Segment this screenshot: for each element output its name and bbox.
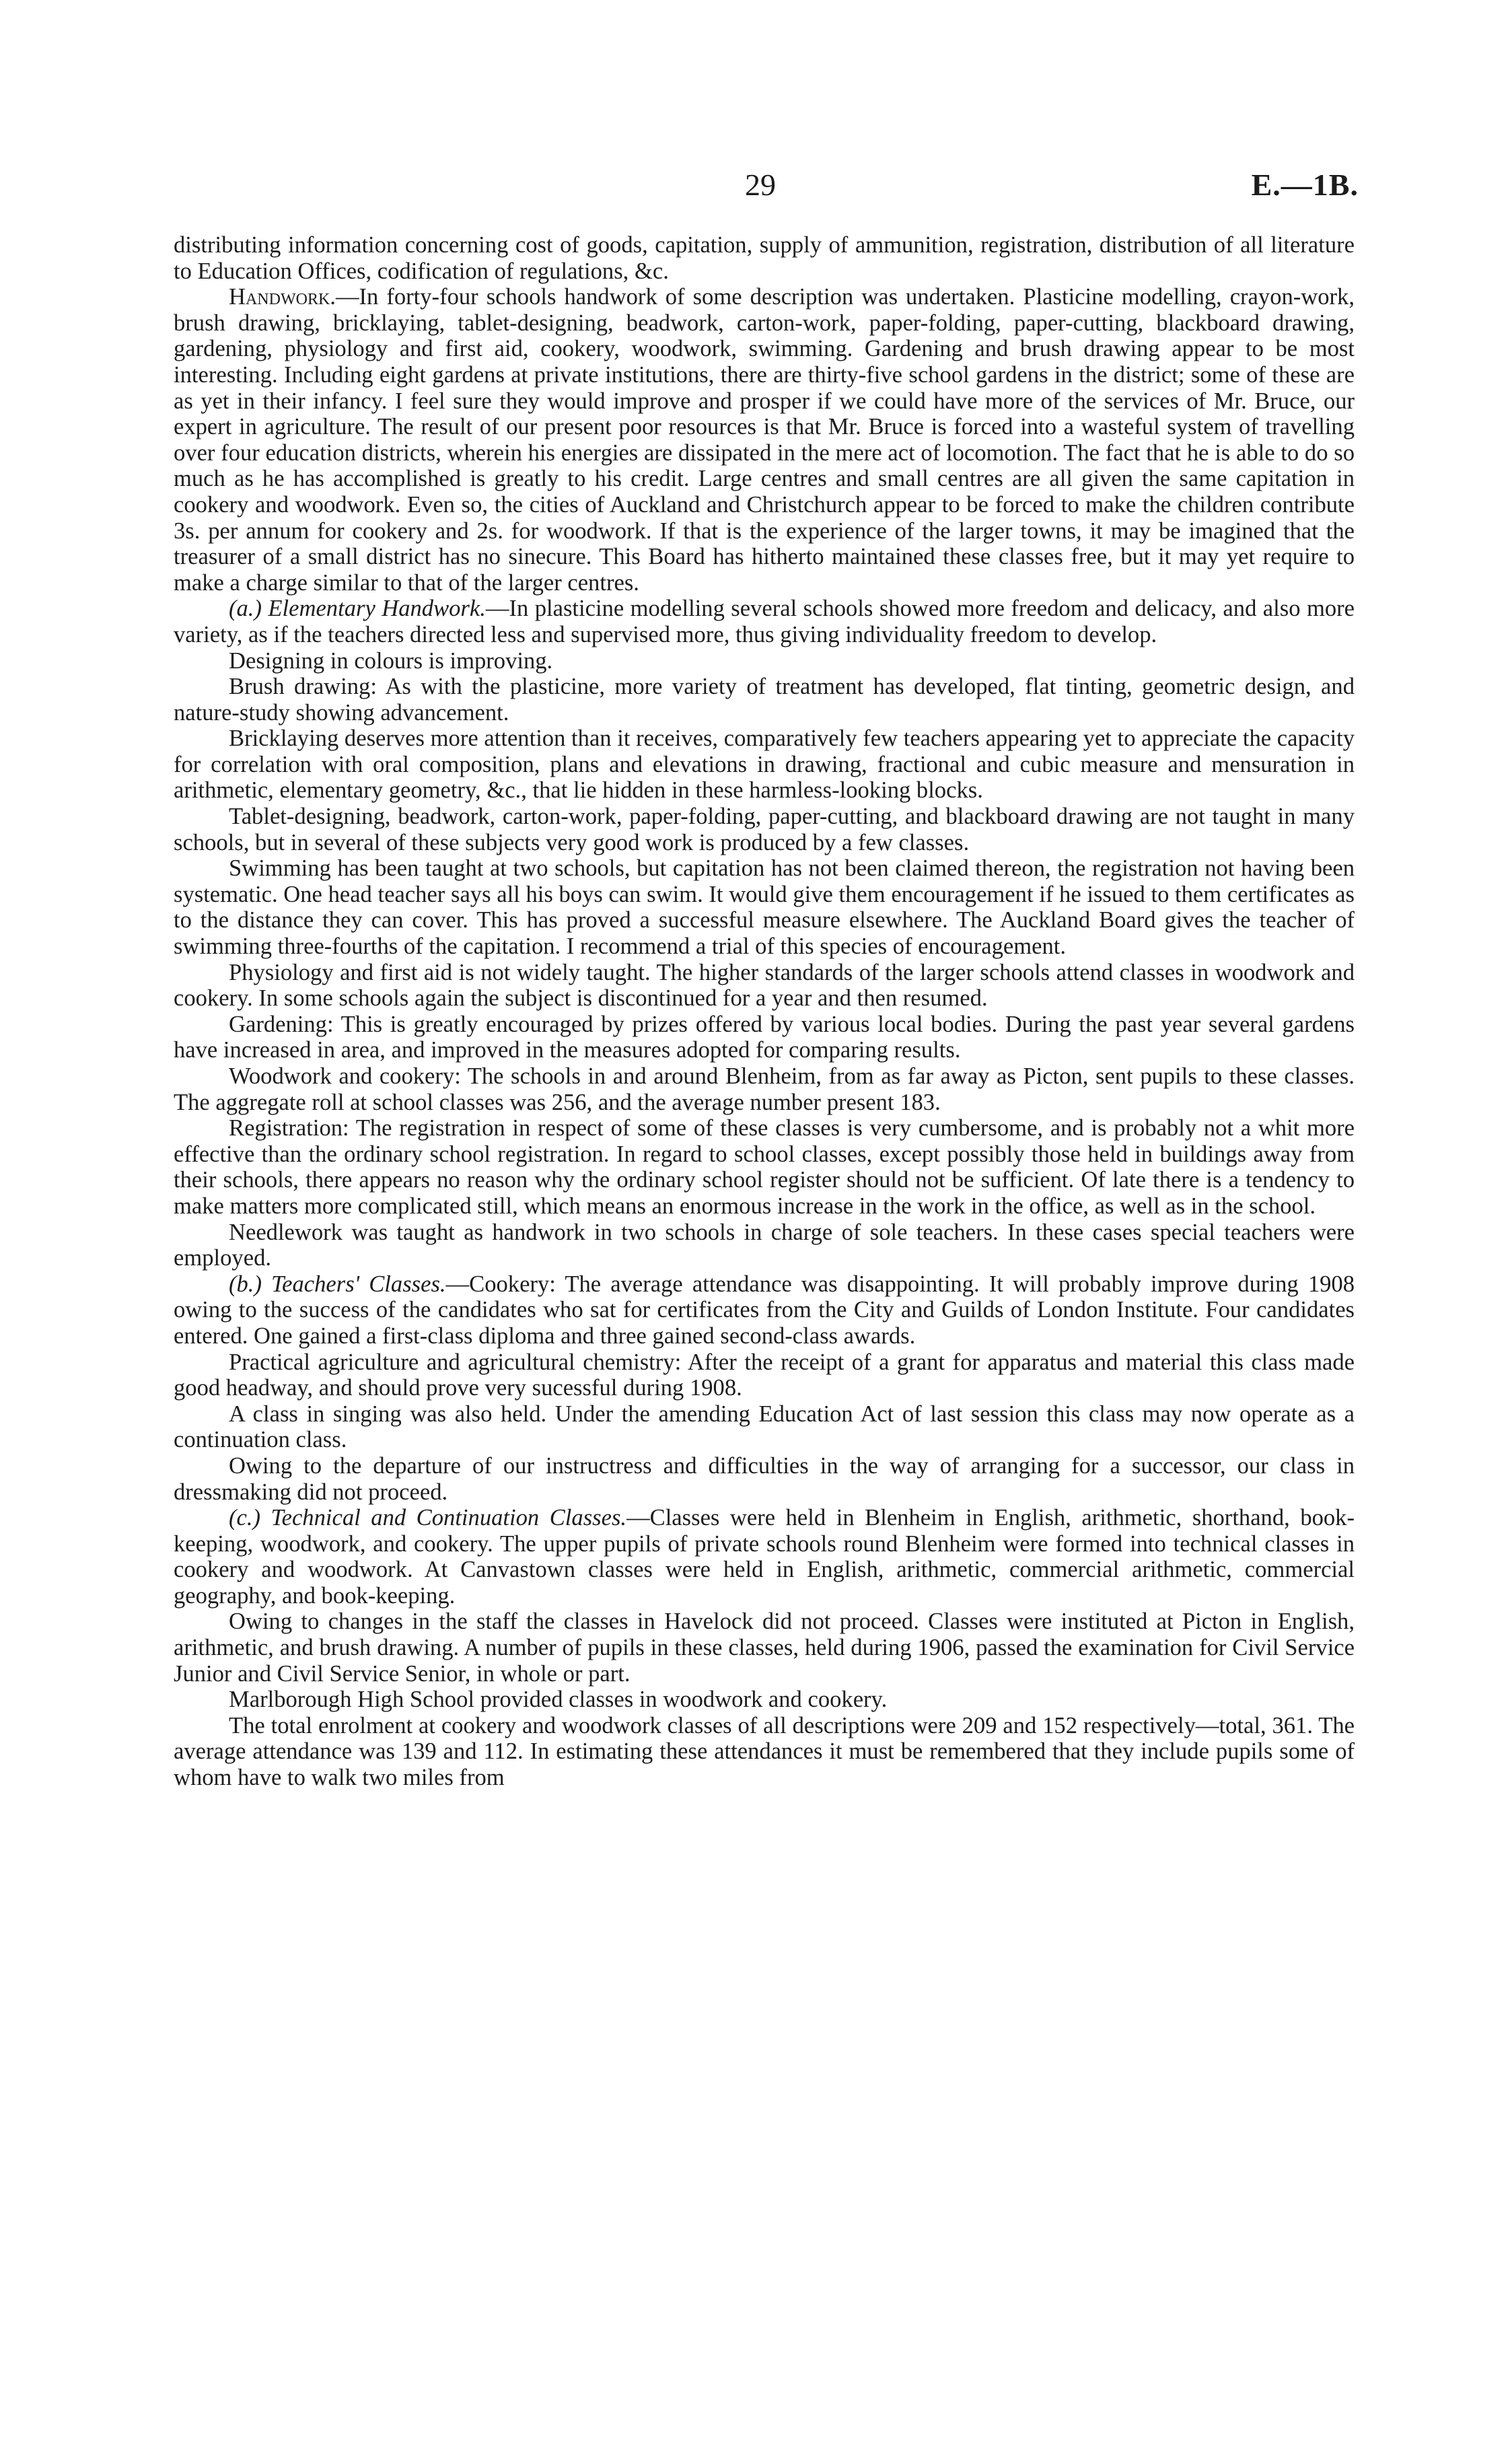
paragraph: Brush drawing: As with the plasticine, more variety of treatment has developed, flat tinting, geometric design, and nature-study showing advancement. (174, 674, 1355, 726)
subsection-heading: (c.) Technical and Continuation Classes. (229, 1505, 627, 1531)
paragraph: Woodwork and cookery: The schools in and around Blenheim, from as far away as Picton, sent pupils to these classes. The aggregate roll at school classes was 256, and the average number present 183. (174, 1063, 1355, 1115)
section-heading: Handwork. (229, 284, 336, 310)
paragraph: Owing to changes in the staff the classes in Havelock did not proceed. Classes were instituted at Picton in English, arithmetic, and brush drawing. A number of pupils in these classes, held during 1906, passed the examination for Civil Service Junior and Civil Service Senior, in whole or part. (174, 1609, 1355, 1687)
paragraph-teachers-classes: (b.) Teachers' Classes.—Cookery: The average attendance was disappointing. It will probably improve during 1908 owing to the success of the candidates who sat for certificates from the City and Guilds of London Institute. Four candidates entered. One gained a first-class diploma and three gained second-class awards. (174, 1271, 1355, 1349)
paragraph: Needlework was taught as handwork in two schools in charge of sole teachers. In these cases special teachers were employed. (174, 1219, 1355, 1271)
subsection-heading: (a.) Elementary Handwork. (229, 596, 486, 622)
page-number: 29 (745, 168, 776, 202)
paragraph: Designing in colours is improving. (229, 647, 553, 674)
paragraph-technical-classes: (c.) Technical and Continuation Classes.—Classes were held in Blenheim in English, arithmetic, shorthand, book-keeping, woodwork, and cookery. The upper pupils of private schools round Blenheim were formed into technical classes in cookery and woodwork. At Canvastown classes were held in English, arithmetic, commercial arithmetic, commercial geography, and book-keeping. (174, 1505, 1355, 1609)
paragraph: A class in singing was also held. Under the amending Education Act of last session this class may now operate as a continuation class. (174, 1401, 1355, 1453)
paragraph: Swimming has been taught at two schools, but capitation has not been claimed thereon, the registration not having been systematic. One head teacher says all his boys can swim. It would give them encouragement if he issued to them certificates as to the distance they can cover. This has proved a successful measure elsewhere. The Auckland Board gives the teacher of swimming three-fourths of the capitation. I recommend a trial of this species of encouragement. (174, 855, 1355, 960)
paragraph-continuation: distributing information concerning cost of goods, capitation, supply of ammunition, registration, distribution of all literature to Education Offices, codification of regulations, &c. (174, 232, 1355, 284)
paragraph: Bricklaying deserves more attention than it receives, comparatively few teachers appearing yet to appreciate the capacity for correlation with oral composition, plans and elevations in drawing, fractional and cubic measure and mensuration in arithmetic, elementary geometry, &c., that lie hidden in these harmless-looking blocks. (174, 726, 1355, 804)
subsection-heading: (b.) Teachers' Classes. (229, 1271, 446, 1297)
paragraph: Physiology and first aid is not widely taught. The higher standards of the larger schools attend classes in woodwork and cookery. In some schools again the subject is discontinued for a year and then resumed. (174, 959, 1355, 1012)
paragraph: Gardening: This is greatly encouraged by prizes offered by various local bodies. During the past year several gardens have increased in area, and improved in the measures adopted for comparing results. (174, 1011, 1355, 1063)
paragraph-handwork: Handwork.—In forty-four schools handwork of some description was undertaken. Plasticine modelling, crayon-work, brush drawing, bricklaying, tablet-designing, beadwork, carton-work, paper-folding, paper-cutting, blackboard drawing, gardening, physiology and first aid, cookery, woodwork, swimming. Gardening and brush drawing appear to be most interesting. Including eight gardens at private institutions, there are thirty-five school gardens in the district; some of these are as yet in their infancy. I feel sure they would improve and prosper if we could have more of the services of Mr. Bruce, our expert in agriculture. The result of our present poor resources is that Mr. Bruce is forced into a wasteful system of travelling over four education districts, wherein his energies are dissipated in the mere act of locomotion. The fact that he is able to do so much as he has accomplished is greatly to his credit. Large centres and small centres are all given the same capitation in cookery and woodwork. Even so, the cities of Auckland and Christchurch appear to be forced to make the children contribute 3s. per annum for cookery and 2s. for woodwork. If that is the experience of the larger towns, it may be imagined that the treasurer of a small district has no sinecure. This Board has hitherto maintained these classes free, but it may yet require to make a charge similar to that of the larger centres. (174, 284, 1355, 596)
paragraph: Tablet-designing, beadwork, carton-work, paper-folding, paper-cutting, and blackboard drawing are not taught in many schools, but in several of these subjects very good work is produced by a few classes. (174, 804, 1355, 855)
body-text (174, 232, 1355, 1791)
paragraph: The total enrolment at cookery and woodwork classes of all descriptions were 209 and 152 respectively—total, 361. The average attendance was 139 and 112. In estimating these attendances it must be remembered that they include pupils some of whom have to walk two miles from (174, 1712, 1355, 1791)
paragraph: Registration: The registration in respect of some of these classes is very cumbersome, and is probably not a whit more effective than the ordinary school registration. In regard to school classes, except possibly those held in buildings away from their schools, there appears no reason why the ordinary school register should not be sufficient. Of late there is a tendency to make matters more complicated still, which means an enormous increase in the work in the office, as well as in the school. (174, 1115, 1355, 1219)
document-reference: E.—1B. (1251, 168, 1359, 202)
paragraph: Practical agriculture and agricultural chemistry: After the receipt of a grant for apparatus and material this class made good headway, and should prove very sucessful during 1908. (174, 1349, 1355, 1401)
paragraph: Marlborough High School provided classes in woodwork and cookery. (229, 1687, 888, 1713)
paragraph-elementary-handwork: (a.) Elementary Handwork.—In plasticine modelling several schools showed more freedom and delicacy, and also more variety, as if the teachers directed less and supervised more, thus giving individuality freedom to develop. (174, 596, 1355, 647)
paragraph: Owing to the departure of our instructress and difficulties in the way of arranging for a successor, our class in dressmaking did not proceed. (174, 1452, 1355, 1505)
